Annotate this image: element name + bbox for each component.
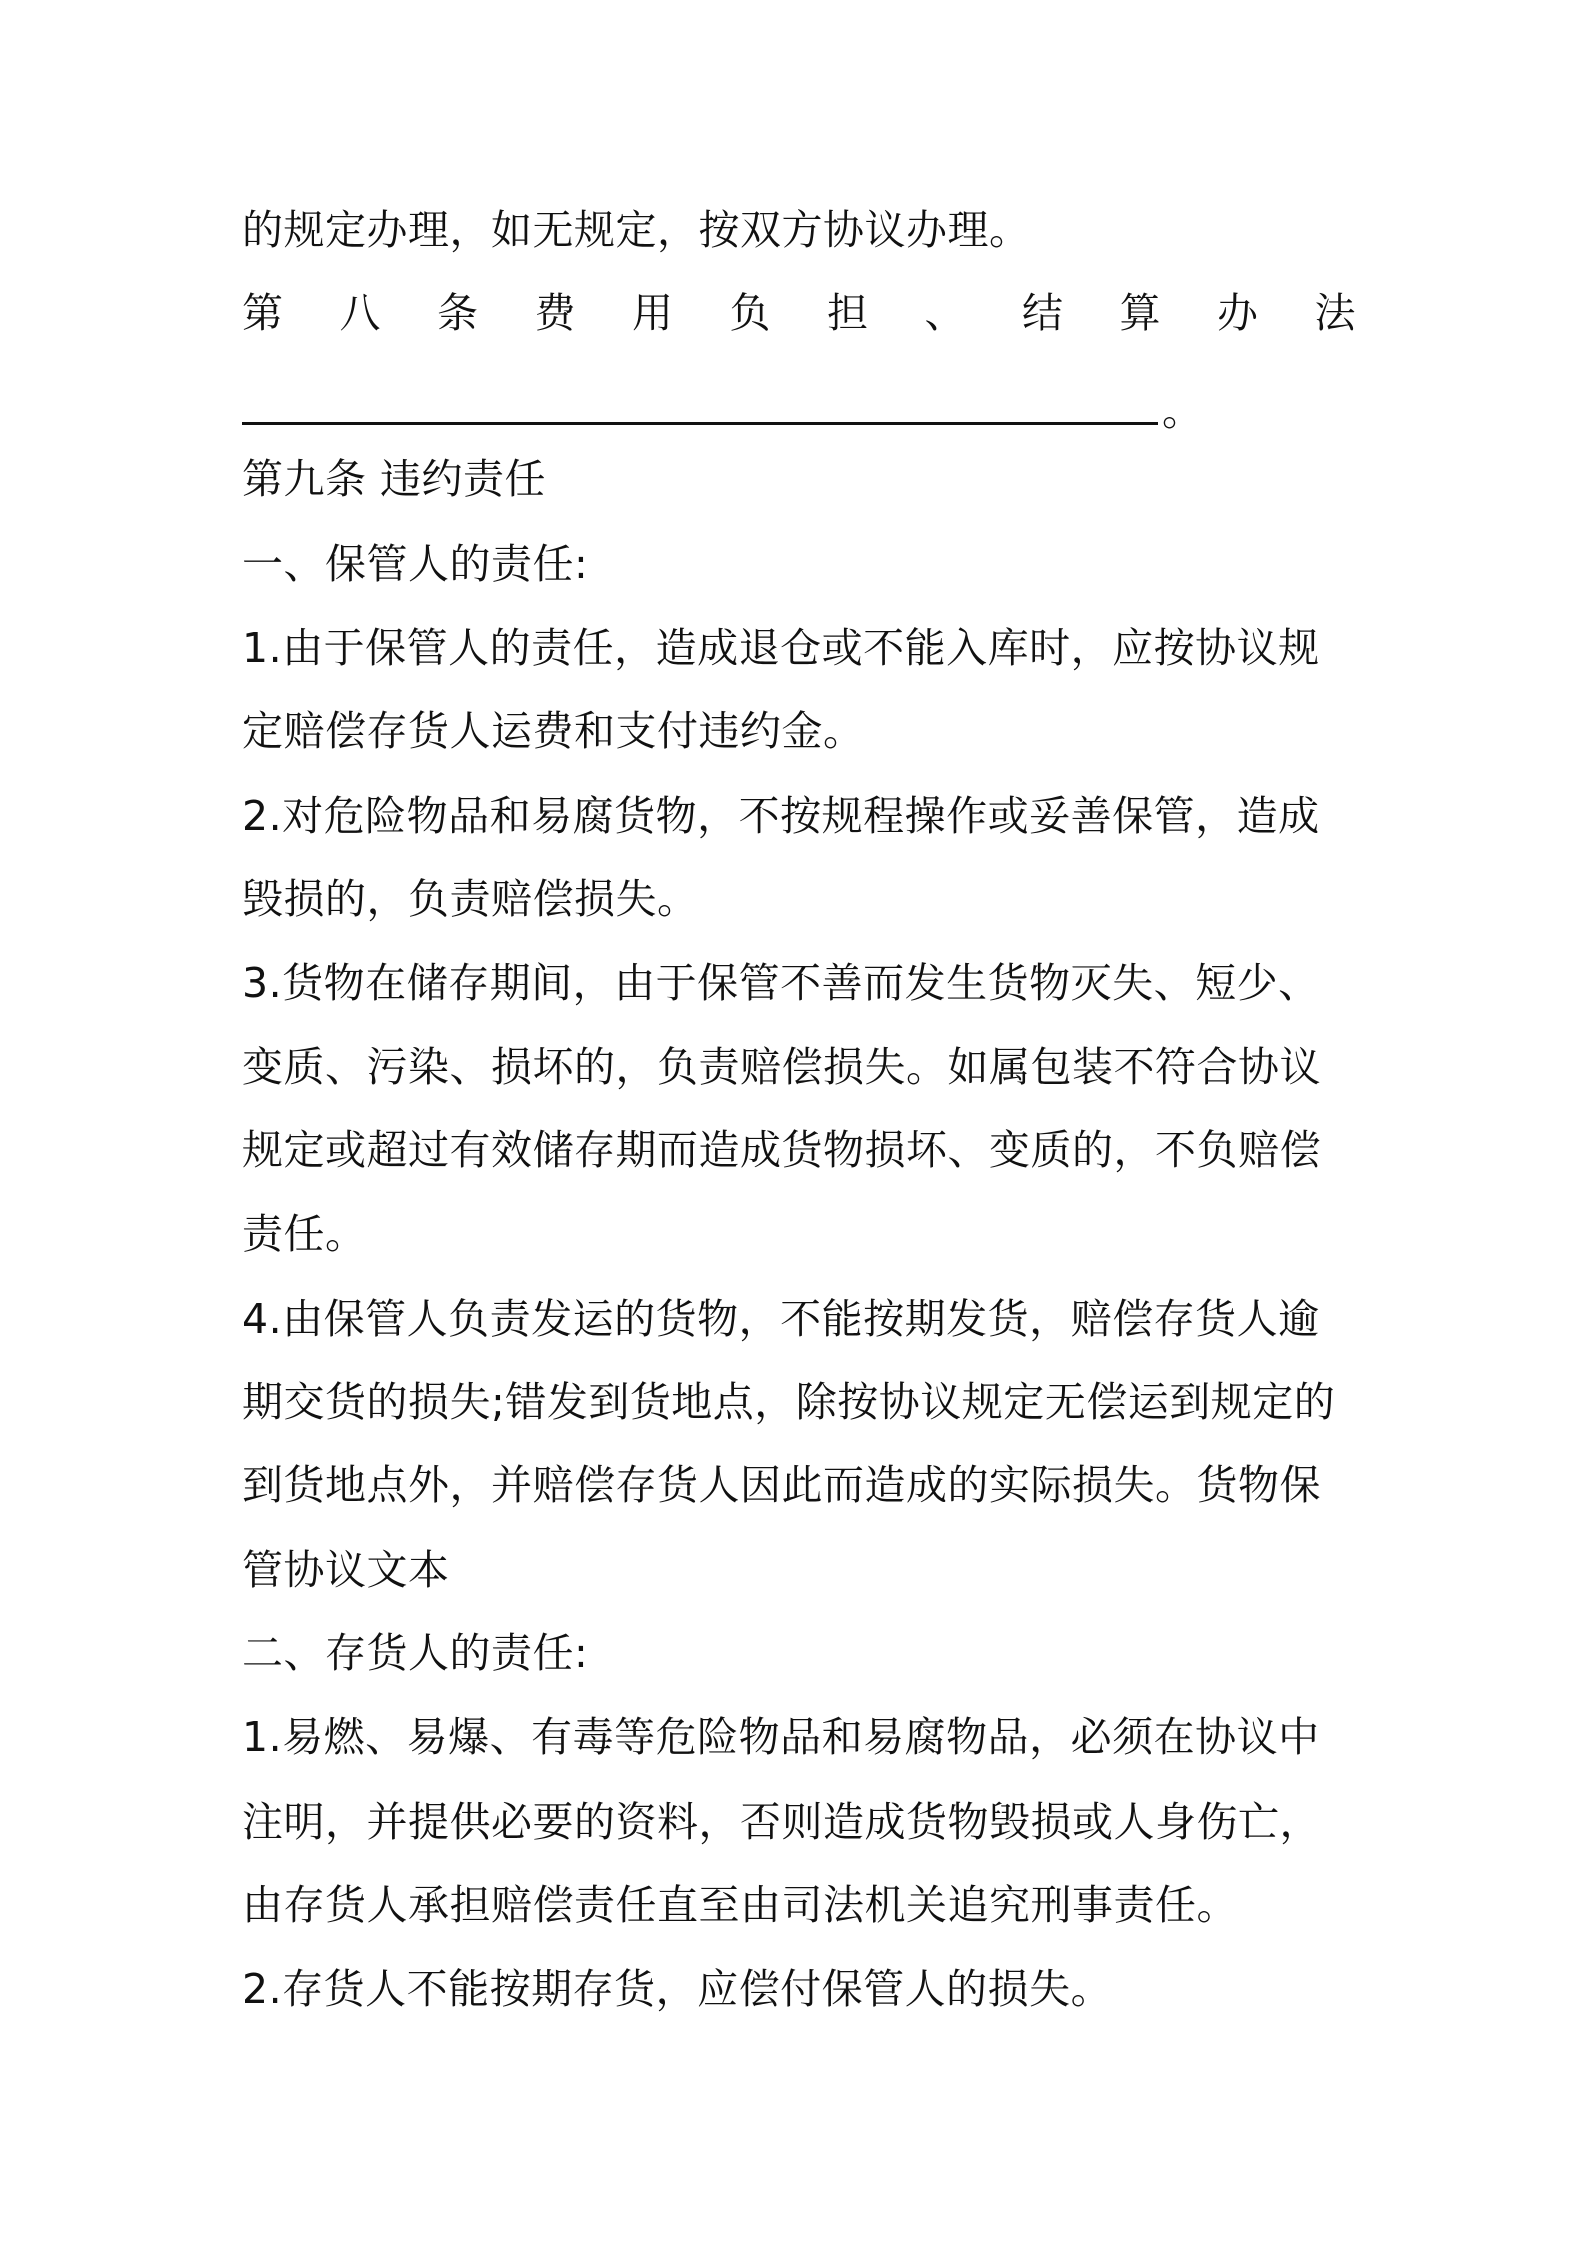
text-line: 1.由于保管人的责任，造成退仓或不能入库时，应按协议规 — [242, 624, 1320, 672]
article-8-char: 、 — [924, 289, 966, 337]
fill-in-blank-line — [242, 383, 1358, 439]
text-line: 3.货物在储存期间，由于保管不善而发生货物灭失、短少、 — [242, 959, 1320, 1007]
article-8-char: 结 — [1022, 289, 1064, 337]
blank-underline — [242, 386, 1158, 425]
text-line: 责任。 — [242, 1210, 367, 1258]
article-9-heading: 第九条 违约责任 — [242, 455, 547, 503]
article-8-char: 条 — [437, 289, 479, 337]
text-line: 毁损的，负责赔偿损失。 — [242, 875, 699, 923]
text-line: 定赔偿存货人运费和支付违约金。 — [242, 707, 865, 755]
article-8-char: 担 — [827, 289, 869, 337]
text-line: 规定或超过有效储存期而造成货物损坏、变质的，不负赔偿 — [242, 1126, 1321, 1174]
blank-end-mark: 。 — [1162, 387, 1204, 435]
section-heading: 二、存货人的责任: — [242, 1629, 589, 1677]
article-8-char: 费 — [534, 289, 576, 337]
text-line: 期交货的损失;错发到货地点，除按协议规定无偿运到规定的 — [242, 1378, 1336, 1426]
text-line: 变质、污染、损坏的，负责赔偿损失。如属包装不符合协议 — [242, 1043, 1321, 1091]
article-8-spread-text — [242, 285, 1356, 341]
article-8-heading — [242, 285, 1358, 341]
text-line: 到货地点外，并赔偿存货人因此而造成的实际损失。货物保 — [242, 1461, 1321, 1509]
text-line: 管协议文本 — [242, 1546, 450, 1594]
article-8-char: 办 — [1217, 289, 1259, 337]
text-line: 注明，并提供必要的资料，否则造成货物毁损或人身伤亡， — [242, 1798, 1321, 1846]
text-line: 4.由保管人负责发运的货物，不能按期发货，赔偿存货人逾 — [242, 1295, 1320, 1343]
section-heading: 一、保管人的责任: — [242, 540, 589, 588]
text-line: 2.对危险物品和易腐货物，不按规程操作或妥善保管，造成 — [242, 792, 1320, 840]
article-8-char: 用 — [632, 289, 674, 337]
article-8-char: 八 — [339, 289, 381, 337]
article-8-char: 第 — [242, 289, 284, 337]
article-8-char: 算 — [1119, 289, 1161, 337]
text-line: 1.易燃、易爆、有毒等危险物品和易腐物品，必须在协议中 — [242, 1713, 1320, 1761]
article-8-char: 法 — [1314, 289, 1356, 337]
text-line: 的规定办理，如无规定，按双方协议办理。 — [242, 206, 1031, 254]
article-8-char: 负 — [729, 289, 771, 337]
text-line: 2.存货人不能按期存货，应偿付保管人的损失。 — [242, 1965, 1113, 2013]
text-line: 由存货人承担赔偿责任直至由司法机关追究刑事责任。 — [242, 1881, 1238, 1929]
